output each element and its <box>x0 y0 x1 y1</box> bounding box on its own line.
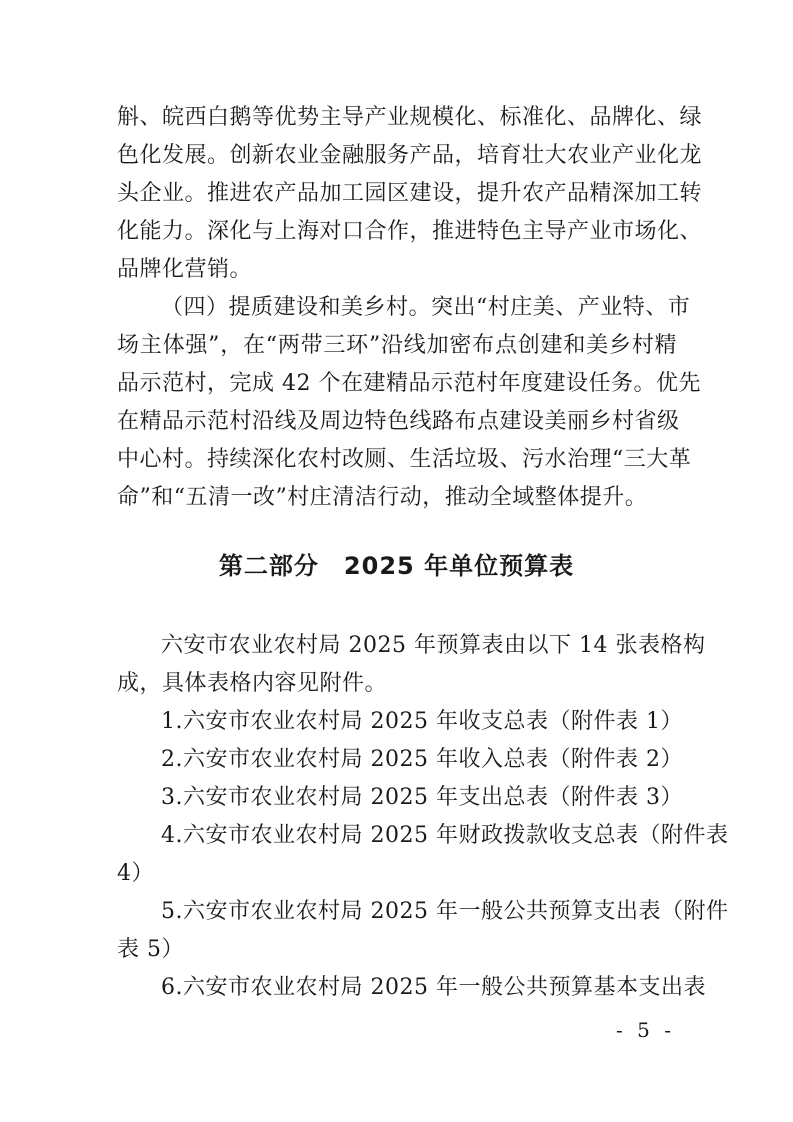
intro-line: 六安市农业农村局 2025 年预算表由以下 14 张表格构 <box>161 633 706 658</box>
paragraph-line: 品示范村，完成 42 个在建精品示范村年度建设任务。优先 <box>117 371 701 396</box>
page-number: - 5 - <box>616 1018 675 1042</box>
paragraph-line: 场主体强”，在“两带三环”沿线加密布点创建和美乡村精 <box>117 333 677 358</box>
list-item-continuation: 表 5） <box>117 937 184 962</box>
paragraph-line: 化能力。深化与上海对口合作，推进特色主导产业市场化、 <box>117 219 703 244</box>
list-item: 3.六安市农业农村局 2025 年支出总表（附件表 3） <box>161 785 683 810</box>
list-item: 4.六安市农业农村局 2025 年财政拨款收支总表（附件表 <box>161 823 729 848</box>
list-item: 2.六安市农业农村局 2025 年收入总表（附件表 2） <box>161 747 683 772</box>
list-item-continuation: 4） <box>117 861 154 886</box>
paragraph-line: 在精品示范村沿线及周边特色线路布点建设美丽乡村省级 <box>117 409 680 434</box>
list-item: 1.六安市农业农村局 2025 年收支总表（附件表 1） <box>161 709 683 734</box>
paragraph-line: 斛、皖西白鹅等优势主导产业规模化、标准化、品牌化、绿 <box>117 105 703 130</box>
paragraph-line: 中心村。持续深化农村改厕、生活垃圾、污水治理“三大革 <box>117 447 692 472</box>
paragraph-line: 品牌化营销。 <box>117 257 253 282</box>
paragraph-line: 命”和“五清一改”村庄清洁行动，推动全域整体提升。 <box>117 485 648 510</box>
list-item: 6.六安市农业农村局 2025 年一般公共预算基本支出表 <box>161 975 706 1000</box>
paragraph-line: （四）提质建设和美乡村。突出“村庄美、产业特、市 <box>161 295 691 320</box>
paragraph-line: 色化发展。创新农业金融服务产品，培育壮大农业产业化龙 <box>117 143 703 168</box>
intro-line: 成，具体表格内容见附件。 <box>117 671 388 696</box>
list-item: 5.六安市农业农村局 2025 年一般公共预算支出表（附件 <box>161 899 729 924</box>
paragraph-line: 头企业。推进农产品加工园区建设，提升农产品精深加工转 <box>117 181 703 206</box>
section-heading: 第二部分 2025 年单位预算表 <box>218 552 575 580</box>
